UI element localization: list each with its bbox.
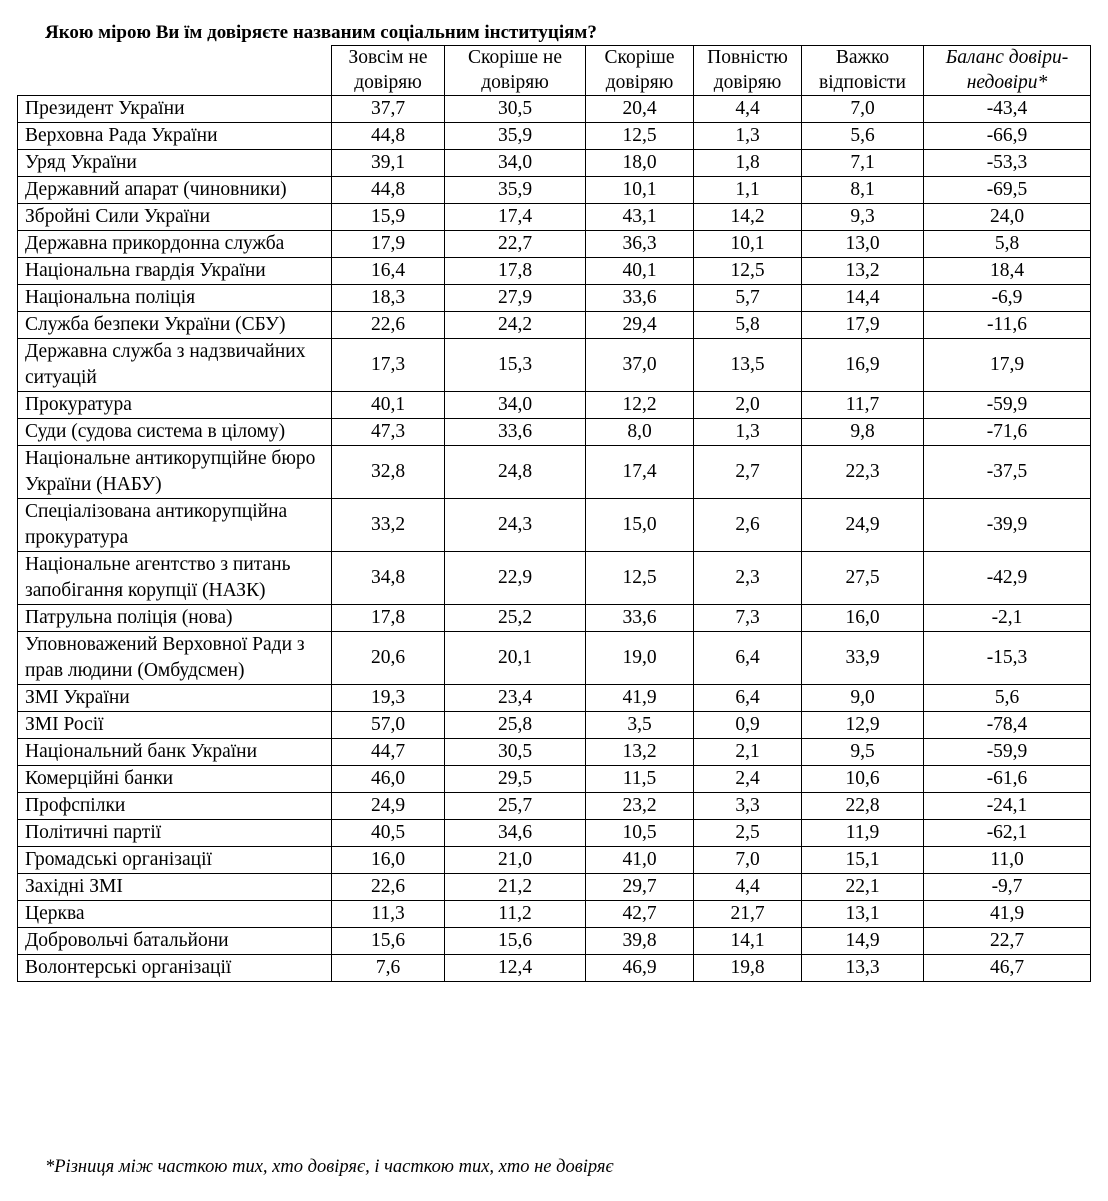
value-hard-to-say: 22,3 bbox=[802, 446, 924, 499]
value-hard-to-say: 16,0 bbox=[802, 605, 924, 632]
table-row bbox=[18, 847, 1091, 874]
value-trust-balance: -11,6 bbox=[924, 312, 1091, 339]
table-row bbox=[18, 552, 1091, 605]
column-header-hard-to-say: Важко відповісти bbox=[802, 46, 924, 96]
value-rather-not-trust: 27,9 bbox=[445, 285, 586, 312]
value-fully-trust: 2,0 bbox=[694, 392, 802, 419]
institution-name: Національне агентство з питань запобігання корупції (НАЗК) bbox=[18, 552, 332, 605]
value-rather-not-trust: 34,6 bbox=[445, 820, 586, 847]
value-trust-balance: 46,7 bbox=[924, 955, 1091, 982]
value-hard-to-say: 10,6 bbox=[802, 766, 924, 793]
value-rather-not-trust: 15,6 bbox=[445, 928, 586, 955]
value-fully-trust: 1,8 bbox=[694, 150, 802, 177]
table-title: Якою мірою Ви їм довіряєте названим соціальним інституціям? bbox=[45, 22, 597, 43]
value-hard-to-say: 27,5 bbox=[802, 552, 924, 605]
value-hard-to-say: 13,1 bbox=[802, 901, 924, 928]
value-hard-to-say: 8,1 bbox=[802, 177, 924, 204]
table-row bbox=[18, 231, 1091, 258]
value-fully-trust: 4,4 bbox=[694, 96, 802, 123]
value-trust-balance: 17,9 bbox=[924, 339, 1091, 392]
value-rather-not-trust: 35,9 bbox=[445, 123, 586, 150]
value-not-trust-at-all: 46,0 bbox=[332, 766, 445, 793]
value-rather-not-trust: 17,8 bbox=[445, 258, 586, 285]
value-trust-balance: -15,3 bbox=[924, 632, 1091, 685]
value-hard-to-say: 5,6 bbox=[802, 123, 924, 150]
value-rather-not-trust: 23,4 bbox=[445, 685, 586, 712]
value-hard-to-say: 7,0 bbox=[802, 96, 924, 123]
value-hard-to-say: 9,3 bbox=[802, 204, 924, 231]
value-rather-not-trust: 25,7 bbox=[445, 793, 586, 820]
value-rather-trust: 33,6 bbox=[586, 605, 694, 632]
value-fully-trust: 3,3 bbox=[694, 793, 802, 820]
trust-table bbox=[17, 45, 1091, 982]
institution-name: ЗМІ Росії bbox=[18, 712, 332, 739]
value-rather-trust: 13,2 bbox=[586, 739, 694, 766]
institution-name: Патрульна поліція (нова) bbox=[18, 605, 332, 632]
value-rather-trust: 12,5 bbox=[586, 123, 694, 150]
table-row bbox=[18, 419, 1091, 446]
institution-name: Суди (судова система в цілому) bbox=[18, 419, 332, 446]
table-row bbox=[18, 446, 1091, 499]
value-fully-trust: 2,7 bbox=[694, 446, 802, 499]
value-not-trust-at-all: 47,3 bbox=[332, 419, 445, 446]
value-rather-not-trust: 34,0 bbox=[445, 150, 586, 177]
value-trust-balance: -24,1 bbox=[924, 793, 1091, 820]
table-row bbox=[18, 150, 1091, 177]
value-trust-balance: 18,4 bbox=[924, 258, 1091, 285]
value-trust-balance: -37,5 bbox=[924, 446, 1091, 499]
value-rather-trust: 12,5 bbox=[586, 552, 694, 605]
value-trust-balance: -53,3 bbox=[924, 150, 1091, 177]
value-fully-trust: 1,3 bbox=[694, 419, 802, 446]
value-rather-not-trust: 25,2 bbox=[445, 605, 586, 632]
value-hard-to-say: 16,9 bbox=[802, 339, 924, 392]
value-not-trust-at-all: 44,7 bbox=[332, 739, 445, 766]
value-rather-trust: 41,0 bbox=[586, 847, 694, 874]
value-rather-trust: 42,7 bbox=[586, 901, 694, 928]
table-row bbox=[18, 901, 1091, 928]
institution-name: Спеціалізована антикорупційна прокуратура bbox=[18, 499, 332, 552]
value-not-trust-at-all: 34,8 bbox=[332, 552, 445, 605]
value-rather-not-trust: 25,8 bbox=[445, 712, 586, 739]
value-trust-balance: -61,6 bbox=[924, 766, 1091, 793]
value-fully-trust: 0,9 bbox=[694, 712, 802, 739]
institution-name: Національна гвардія України bbox=[18, 258, 332, 285]
value-hard-to-say: 13,2 bbox=[802, 258, 924, 285]
value-rather-not-trust: 30,5 bbox=[445, 739, 586, 766]
value-not-trust-at-all: 7,6 bbox=[332, 955, 445, 982]
value-not-trust-at-all: 40,5 bbox=[332, 820, 445, 847]
value-rather-not-trust: 34,0 bbox=[445, 392, 586, 419]
value-rather-trust: 8,0 bbox=[586, 419, 694, 446]
value-not-trust-at-all: 39,1 bbox=[332, 150, 445, 177]
column-header-rather-not-trust: Скоріше не довіряю bbox=[445, 46, 586, 96]
value-hard-to-say: 15,1 bbox=[802, 847, 924, 874]
institution-name: Волонтерські організації bbox=[18, 955, 332, 982]
table-row bbox=[18, 339, 1091, 392]
value-rather-not-trust: 33,6 bbox=[445, 419, 586, 446]
table-row bbox=[18, 258, 1091, 285]
value-hard-to-say: 9,0 bbox=[802, 685, 924, 712]
institution-name: Комерційні банки bbox=[18, 766, 332, 793]
value-not-trust-at-all: 57,0 bbox=[332, 712, 445, 739]
value-not-trust-at-all: 19,3 bbox=[332, 685, 445, 712]
column-header-trust-balance: Баланс довіри-недовіри* bbox=[924, 46, 1091, 96]
institution-name: Громадські організації bbox=[18, 847, 332, 874]
institution-name: Уряд України bbox=[18, 150, 332, 177]
value-hard-to-say: 13,0 bbox=[802, 231, 924, 258]
value-trust-balance: -59,9 bbox=[924, 739, 1091, 766]
value-not-trust-at-all: 16,0 bbox=[332, 847, 445, 874]
value-rather-trust: 18,0 bbox=[586, 150, 694, 177]
value-fully-trust: 7,3 bbox=[694, 605, 802, 632]
value-rather-trust: 23,2 bbox=[586, 793, 694, 820]
value-rather-trust: 29,7 bbox=[586, 874, 694, 901]
value-fully-trust: 5,7 bbox=[694, 285, 802, 312]
value-not-trust-at-all: 22,6 bbox=[332, 874, 445, 901]
value-trust-balance: 11,0 bbox=[924, 847, 1091, 874]
institution-name: Державна прикордонна служба bbox=[18, 231, 332, 258]
footnote: *Різниця між часткою тих, хто довіряє, і часткою тих, хто не довіряє bbox=[45, 1157, 614, 1177]
value-trust-balance: -39,9 bbox=[924, 499, 1091, 552]
institution-name: Прокуратура bbox=[18, 392, 332, 419]
value-trust-balance: 41,9 bbox=[924, 901, 1091, 928]
institution-name: Президент України bbox=[18, 96, 332, 123]
value-hard-to-say: 7,1 bbox=[802, 150, 924, 177]
value-hard-to-say: 9,5 bbox=[802, 739, 924, 766]
value-fully-trust: 12,5 bbox=[694, 258, 802, 285]
value-rather-not-trust: 24,2 bbox=[445, 312, 586, 339]
institution-name: ЗМІ України bbox=[18, 685, 332, 712]
value-fully-trust: 2,4 bbox=[694, 766, 802, 793]
value-hard-to-say: 22,1 bbox=[802, 874, 924, 901]
value-fully-trust: 2,5 bbox=[694, 820, 802, 847]
value-not-trust-at-all: 11,3 bbox=[332, 901, 445, 928]
value-not-trust-at-all: 16,4 bbox=[332, 258, 445, 285]
value-rather-trust: 12,2 bbox=[586, 392, 694, 419]
value-fully-trust: 13,5 bbox=[694, 339, 802, 392]
table-row bbox=[18, 739, 1091, 766]
institution-name: Верховна Рада України bbox=[18, 123, 332, 150]
value-trust-balance: -6,9 bbox=[924, 285, 1091, 312]
value-fully-trust: 14,1 bbox=[694, 928, 802, 955]
value-fully-trust: 1,3 bbox=[694, 123, 802, 150]
institution-name: Національне антикорупційне бюро України (НАБУ) bbox=[18, 446, 332, 499]
table-row bbox=[18, 712, 1091, 739]
institution-name: Профспілки bbox=[18, 793, 332, 820]
value-rather-trust: 36,3 bbox=[586, 231, 694, 258]
value-not-trust-at-all: 44,8 bbox=[332, 123, 445, 150]
table-row bbox=[18, 766, 1091, 793]
value-hard-to-say: 12,9 bbox=[802, 712, 924, 739]
table-row bbox=[18, 499, 1091, 552]
table-row bbox=[18, 96, 1091, 123]
value-rather-not-trust: 35,9 bbox=[445, 177, 586, 204]
table-row bbox=[18, 312, 1091, 339]
value-hard-to-say: 13,3 bbox=[802, 955, 924, 982]
value-not-trust-at-all: 17,9 bbox=[332, 231, 445, 258]
value-fully-trust: 6,4 bbox=[694, 685, 802, 712]
value-fully-trust: 1,1 bbox=[694, 177, 802, 204]
table-row bbox=[18, 820, 1091, 847]
value-rather-not-trust: 24,3 bbox=[445, 499, 586, 552]
value-rather-trust: 15,0 bbox=[586, 499, 694, 552]
value-fully-trust: 14,2 bbox=[694, 204, 802, 231]
value-fully-trust: 21,7 bbox=[694, 901, 802, 928]
value-fully-trust: 4,4 bbox=[694, 874, 802, 901]
institution-name: Державний апарат (чиновники) bbox=[18, 177, 332, 204]
value-rather-trust: 19,0 bbox=[586, 632, 694, 685]
institution-name: Добровольчі батальйони bbox=[18, 928, 332, 955]
value-rather-not-trust: 22,9 bbox=[445, 552, 586, 605]
value-trust-balance: -43,4 bbox=[924, 96, 1091, 123]
table-row bbox=[18, 632, 1091, 685]
value-rather-trust: 20,4 bbox=[586, 96, 694, 123]
value-trust-balance: 24,0 bbox=[924, 204, 1091, 231]
value-hard-to-say: 9,8 bbox=[802, 419, 924, 446]
value-trust-balance: -66,9 bbox=[924, 123, 1091, 150]
value-not-trust-at-all: 20,6 bbox=[332, 632, 445, 685]
value-rather-trust: 46,9 bbox=[586, 955, 694, 982]
value-not-trust-at-all: 15,6 bbox=[332, 928, 445, 955]
value-trust-balance: -71,6 bbox=[924, 419, 1091, 446]
table-row bbox=[18, 123, 1091, 150]
institution-name: Національна поліція bbox=[18, 285, 332, 312]
header-blank-cell bbox=[18, 46, 332, 96]
value-rather-not-trust: 17,4 bbox=[445, 204, 586, 231]
value-trust-balance: -59,9 bbox=[924, 392, 1091, 419]
column-header-not-trust-at-all: Зовсім не довіряю bbox=[332, 46, 445, 96]
value-not-trust-at-all: 22,6 bbox=[332, 312, 445, 339]
institution-name: Західні ЗМІ bbox=[18, 874, 332, 901]
value-rather-not-trust: 21,0 bbox=[445, 847, 586, 874]
value-rather-not-trust: 11,2 bbox=[445, 901, 586, 928]
value-rather-trust: 3,5 bbox=[586, 712, 694, 739]
value-fully-trust: 6,4 bbox=[694, 632, 802, 685]
value-rather-not-trust: 30,5 bbox=[445, 96, 586, 123]
value-not-trust-at-all: 24,9 bbox=[332, 793, 445, 820]
value-fully-trust: 19,8 bbox=[694, 955, 802, 982]
value-rather-trust: 29,4 bbox=[586, 312, 694, 339]
value-hard-to-say: 14,4 bbox=[802, 285, 924, 312]
value-trust-balance: -9,7 bbox=[924, 874, 1091, 901]
value-not-trust-at-all: 32,8 bbox=[332, 446, 445, 499]
value-rather-not-trust: 24,8 bbox=[445, 446, 586, 499]
value-hard-to-say: 11,9 bbox=[802, 820, 924, 847]
value-fully-trust: 7,0 bbox=[694, 847, 802, 874]
column-header-fully-trust: Повністю довіряю bbox=[694, 46, 802, 96]
table-row bbox=[18, 874, 1091, 901]
value-rather-not-trust: 29,5 bbox=[445, 766, 586, 793]
value-fully-trust: 2,3 bbox=[694, 552, 802, 605]
value-fully-trust: 10,1 bbox=[694, 231, 802, 258]
institution-name: Церква bbox=[18, 901, 332, 928]
value-trust-balance: 22,7 bbox=[924, 928, 1091, 955]
table-row bbox=[18, 605, 1091, 632]
institution-name: Служба безпеки України (СБУ) bbox=[18, 312, 332, 339]
value-not-trust-at-all: 17,3 bbox=[332, 339, 445, 392]
value-rather-not-trust: 20,1 bbox=[445, 632, 586, 685]
table-row bbox=[18, 955, 1091, 982]
value-rather-trust: 17,4 bbox=[586, 446, 694, 499]
value-fully-trust: 5,8 bbox=[694, 312, 802, 339]
value-trust-balance: 5,6 bbox=[924, 685, 1091, 712]
value-rather-not-trust: 22,7 bbox=[445, 231, 586, 258]
institution-name: Національний банк України bbox=[18, 739, 332, 766]
header-row bbox=[18, 46, 1091, 96]
value-not-trust-at-all: 17,8 bbox=[332, 605, 445, 632]
column-header-rather-trust: Скоріше довіряю bbox=[586, 46, 694, 96]
value-fully-trust: 2,6 bbox=[694, 499, 802, 552]
value-hard-to-say: 17,9 bbox=[802, 312, 924, 339]
value-trust-balance: -78,4 bbox=[924, 712, 1091, 739]
value-trust-balance: -62,1 bbox=[924, 820, 1091, 847]
value-trust-balance: 5,8 bbox=[924, 231, 1091, 258]
value-rather-not-trust: 15,3 bbox=[445, 339, 586, 392]
table-row bbox=[18, 928, 1091, 955]
value-fully-trust: 2,1 bbox=[694, 739, 802, 766]
value-not-trust-at-all: 15,9 bbox=[332, 204, 445, 231]
value-rather-trust: 43,1 bbox=[586, 204, 694, 231]
value-rather-trust: 10,1 bbox=[586, 177, 694, 204]
value-rather-trust: 10,5 bbox=[586, 820, 694, 847]
value-rather-trust: 41,9 bbox=[586, 685, 694, 712]
value-rather-not-trust: 12,4 bbox=[445, 955, 586, 982]
table-row bbox=[18, 392, 1091, 419]
value-not-trust-at-all: 40,1 bbox=[332, 392, 445, 419]
table-row bbox=[18, 204, 1091, 231]
institution-name: Збройні Сили України bbox=[18, 204, 332, 231]
institution-name: Політичні партії bbox=[18, 820, 332, 847]
value-rather-trust: 37,0 bbox=[586, 339, 694, 392]
value-trust-balance: -42,9 bbox=[924, 552, 1091, 605]
table-row bbox=[18, 177, 1091, 204]
value-rather-trust: 33,6 bbox=[586, 285, 694, 312]
value-hard-to-say: 11,7 bbox=[802, 392, 924, 419]
value-rather-trust: 39,8 bbox=[586, 928, 694, 955]
value-rather-not-trust: 21,2 bbox=[445, 874, 586, 901]
value-rather-trust: 40,1 bbox=[586, 258, 694, 285]
table-row bbox=[18, 793, 1091, 820]
table-row bbox=[18, 685, 1091, 712]
value-not-trust-at-all: 18,3 bbox=[332, 285, 445, 312]
value-not-trust-at-all: 37,7 bbox=[332, 96, 445, 123]
table-body bbox=[18, 96, 1091, 982]
institution-name: Уповноважений Верховної Ради з прав людини (Омбудсмен) bbox=[18, 632, 332, 685]
value-hard-to-say: 22,8 bbox=[802, 793, 924, 820]
value-hard-to-say: 33,9 bbox=[802, 632, 924, 685]
value-trust-balance: -2,1 bbox=[924, 605, 1091, 632]
value-trust-balance: -69,5 bbox=[924, 177, 1091, 204]
value-hard-to-say: 14,9 bbox=[802, 928, 924, 955]
value-not-trust-at-all: 33,2 bbox=[332, 499, 445, 552]
value-not-trust-at-all: 44,8 bbox=[332, 177, 445, 204]
institution-name: Державна служба з надзвичайних ситуацій bbox=[18, 339, 332, 392]
table-row bbox=[18, 285, 1091, 312]
value-hard-to-say: 24,9 bbox=[802, 499, 924, 552]
value-rather-trust: 11,5 bbox=[586, 766, 694, 793]
